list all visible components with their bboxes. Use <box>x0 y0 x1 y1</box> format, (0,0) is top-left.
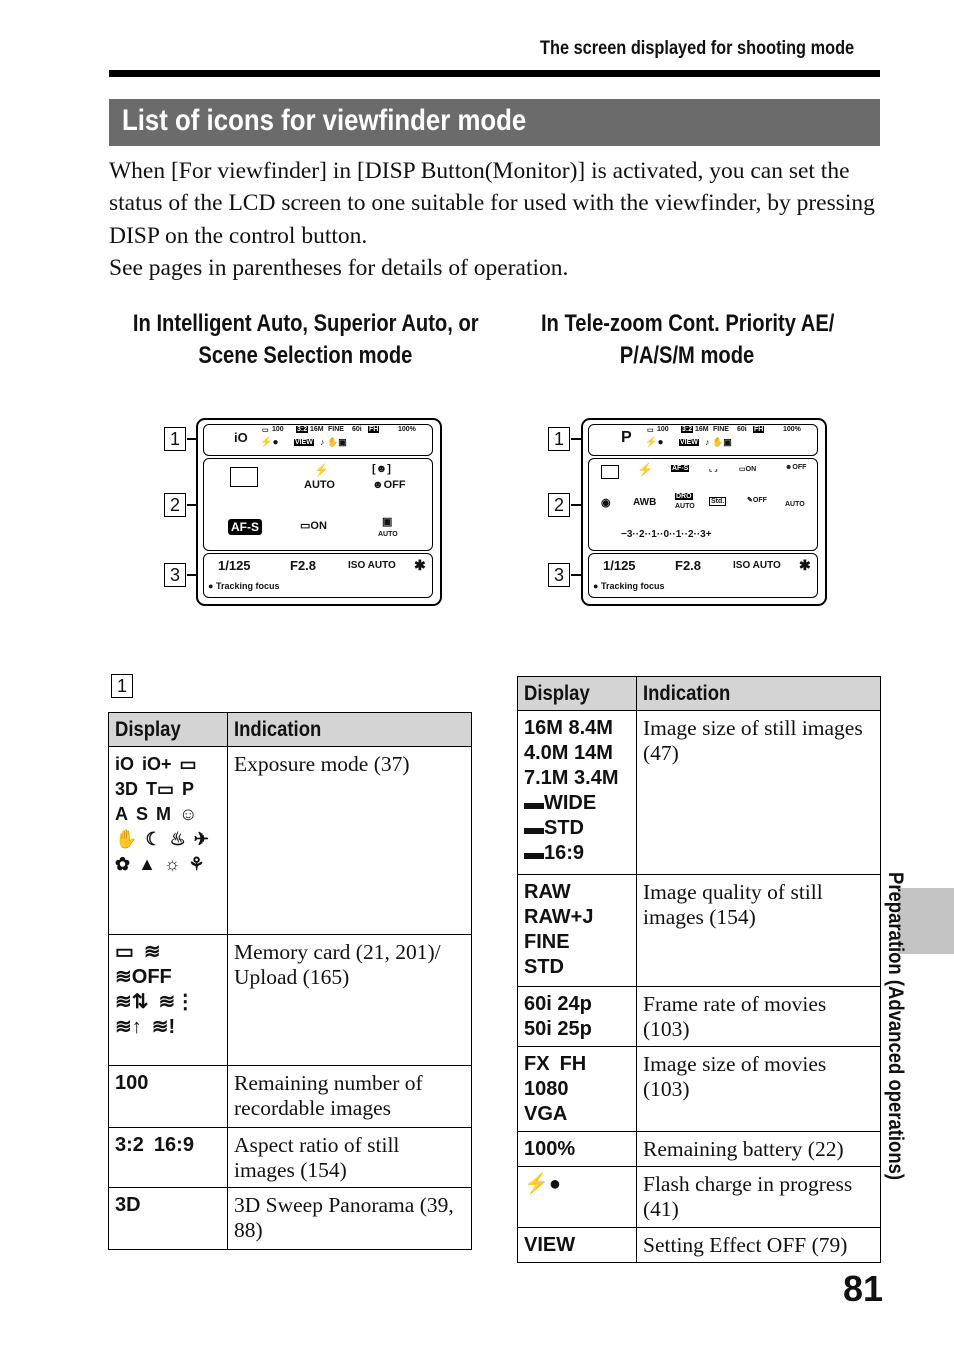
display-icon: M <box>156 804 172 824</box>
iso: ISO AUTO <box>348 560 396 571</box>
frame-rate: 60i <box>737 426 747 433</box>
display-icon: 60i 24p <box>524 993 592 1015</box>
image-quality: FINE <box>328 426 344 433</box>
callout-2: 2 <box>548 493 570 517</box>
flash-icon: ⚡ <box>637 462 654 477</box>
subheading-pasm: In Tele-zoom Cont. Priority AE/ P/A/S/M mode <box>540 310 835 369</box>
image-quality: FINE <box>713 426 729 433</box>
memory-card-icon: ▭ <box>647 427 654 434</box>
display-cell <box>518 1047 637 1132</box>
metering-icon: ◉ <box>601 497 611 509</box>
aspect-ratio: 3:2 <box>682 426 693 433</box>
display-icon: T▭ <box>146 779 175 799</box>
chapter-title: Preparation (Advanced operations) <box>884 872 907 1181</box>
table-row <box>518 1228 881 1263</box>
tracking-focus: ● Tracking focus <box>208 581 280 591</box>
status-icons: ♪ ✋▣ <box>320 437 347 447</box>
header-display: Display <box>109 713 228 747</box>
indication-cell: Flash charge in progress (41) <box>637 1167 881 1228</box>
display-cell <box>518 711 637 875</box>
indication-cell: Remaining number of recordable images <box>228 1066 472 1128</box>
display-icon: ✿ <box>115 854 131 874</box>
view-icon: VIEW <box>680 439 698 446</box>
callout-2: 2 <box>164 493 186 517</box>
shots-remaining: 100 <box>272 426 284 433</box>
display-icon: ♨ <box>169 829 186 849</box>
flash-auto: AUTO <box>304 479 335 491</box>
creative-style: Std. <box>711 498 725 505</box>
display-icon: 100% <box>524 1138 576 1160</box>
display-icon: ☺ <box>179 804 198 824</box>
face-detect-icon: [☻] <box>372 463 391 475</box>
display-icon: ▬WIDE <box>524 792 597 814</box>
display-icon: ≋↑ <box>115 1016 142 1038</box>
display-icon: 7.1M 3.4M <box>524 767 619 789</box>
battery-level: 100% <box>398 426 416 433</box>
table-row <box>518 1132 881 1167</box>
exposure-scale: −3··2··1··0··1··2··3+ <box>621 529 712 540</box>
focus-mode: AF-S <box>228 519 262 535</box>
dro: DRO <box>676 493 692 500</box>
display-icon: 1080 <box>524 1078 569 1100</box>
table-row <box>109 935 472 1066</box>
display-icon: ✋ <box>115 829 138 849</box>
dro-auto: AUTO <box>675 503 695 510</box>
display-icon: 16M 8.4M <box>524 717 613 739</box>
display-cell <box>518 875 637 987</box>
icon-table-left <box>108 712 472 1250</box>
header-indication: Indication <box>637 677 881 711</box>
header-indication: Indication <box>228 713 472 747</box>
callout-1: 1 <box>164 427 186 451</box>
aspect-ratio: 3:2 <box>297 426 308 433</box>
flash-charge-icon: ⚡● <box>260 437 279 448</box>
shutter-speed: 1/125 <box>603 558 636 573</box>
display-cell <box>109 747 228 935</box>
table-row <box>109 747 472 935</box>
display-icon: 100 <box>115 1072 149 1094</box>
table-row <box>518 875 881 987</box>
table-row <box>518 1167 881 1228</box>
monitor-diagram-auto <box>196 418 442 606</box>
display-icon: RAW+J <box>524 906 594 928</box>
display-icon: ☼ <box>163 854 181 874</box>
display-icon: A <box>115 804 128 824</box>
indication-cell: Frame rate of movies (103) <box>637 987 881 1047</box>
top-rule <box>109 70 880 77</box>
table-row <box>109 1128 472 1188</box>
display-icon: ≋⇅ <box>115 991 149 1013</box>
display-icon: 3D <box>115 1194 141 1216</box>
drive-mode-icon <box>230 467 258 487</box>
image-size: 16M <box>695 426 709 433</box>
indication-cell: Image size of movies (103) <box>637 1047 881 1132</box>
display-icon: 3:2 <box>115 1134 144 1156</box>
diagram-section-3 <box>203 553 433 598</box>
focus-mode: AF-S <box>672 465 689 472</box>
shutter-speed: 1/125 <box>218 558 251 573</box>
white-balance: AWB <box>633 497 657 508</box>
display-icon: ✈ <box>193 829 209 849</box>
indication-cell: Setting Effect OFF (79) <box>637 1228 881 1263</box>
display-icon: 3D <box>115 779 139 799</box>
callout-3: 3 <box>164 563 186 587</box>
display-icon: ⚡● <box>524 1173 561 1195</box>
monitor-diagram-pasm <box>581 418 827 606</box>
indication-cell: Memory card (21, 201)/ Upload (165) <box>228 935 472 1066</box>
display-cell <box>518 1228 637 1263</box>
display-icon: P <box>182 779 195 799</box>
aperture: F2.8 <box>675 558 702 573</box>
picture-effect-off: ✎OFF <box>747 497 767 504</box>
auto-framing: AUTO <box>785 501 805 508</box>
section-title-bar <box>109 99 880 146</box>
display-icon: FH <box>559 1053 587 1075</box>
callout-3: 3 <box>548 563 570 587</box>
movie-size: FH <box>754 426 764 433</box>
display-icon: FINE <box>524 931 570 953</box>
callout-1: 1 <box>548 427 570 451</box>
display-icon: ☾ <box>145 829 162 849</box>
display-icon: 16:9 <box>153 1134 194 1156</box>
auto-object-framing: AUTO <box>378 531 398 538</box>
diagram-section-1 <box>203 424 433 456</box>
header-display: Display <box>518 677 637 711</box>
frame-rate: 60i <box>352 426 362 433</box>
icon-table-right <box>517 676 881 1263</box>
display-icon: ≋OFF <box>115 966 172 988</box>
view-icon: VIEW <box>295 439 313 446</box>
intro-text <box>109 155 889 284</box>
display-icon: VIEW <box>524 1234 576 1256</box>
indication-cell: Remaining battery (22) <box>637 1132 881 1167</box>
flash-icon: ⚡ <box>314 463 329 477</box>
status-icons: ♪ ✋▣ <box>705 437 732 447</box>
display-icon: STD <box>524 956 564 978</box>
aperture: F2.8 <box>290 558 317 573</box>
display-icon: iO <box>115 754 135 774</box>
table-row <box>518 987 881 1047</box>
flash-charge-icon: ⚡● <box>645 437 664 448</box>
display-icon: ▬STD <box>524 817 584 839</box>
page-number: 81 <box>843 1268 884 1309</box>
display-icon: ≋⋮ <box>158 991 196 1013</box>
iso: ISO AUTO <box>733 560 781 571</box>
movie-size: FH <box>369 426 379 433</box>
shots-remaining: 100 <box>657 426 669 433</box>
indication-cell: 3D Sweep Panorama (39, 88) <box>228 1188 472 1250</box>
indication-cell: Aspect ratio of still images (154) <box>228 1128 472 1188</box>
diagram-section-2 <box>203 458 433 551</box>
section-label: 1 <box>111 674 133 698</box>
face-detect-off: ☻OFF <box>372 479 406 491</box>
diagram-section-3 <box>588 553 818 598</box>
drive-mode-icon <box>601 465 619 479</box>
indication-cell: Exposure mode (37) <box>228 747 472 935</box>
display-icon: 50i 25p <box>524 1018 592 1040</box>
mode-icon: iO <box>234 430 248 445</box>
smile-shutter: ▭ON <box>300 520 327 532</box>
display-cell <box>109 935 228 1066</box>
running-head: The screen displayed for shooting mode <box>540 38 855 59</box>
display-icon: 4.0M 14M <box>524 742 613 764</box>
display-cell <box>109 1066 228 1128</box>
display-icon: FX <box>524 1053 550 1075</box>
display-cell <box>518 1132 637 1167</box>
display-icon: VGA <box>524 1103 568 1125</box>
table-row <box>109 1066 472 1128</box>
subheading-intelligent-auto: In Intelligent Auto, Superior Auto, or Scene Selection mode <box>132 310 479 369</box>
battery-level: 100% <box>783 426 801 433</box>
display-icon: ≋! <box>151 1016 176 1038</box>
tracking-focus: ● Tracking focus <box>593 581 665 591</box>
indication-cell: Image quality of still images (154) <box>637 875 881 987</box>
intro-paragraph: See pages in parentheses for details of operation. <box>109 254 569 281</box>
display-cell <box>518 1167 637 1228</box>
diagram-section-2 <box>588 458 818 551</box>
display-cell <box>518 987 637 1047</box>
image-size: 16M <box>310 426 324 433</box>
face-detect-off: ☻OFF <box>785 464 807 471</box>
diagram-section-1 <box>588 424 818 456</box>
display-icon: ≋ <box>143 941 161 963</box>
display-icon: ▭ <box>115 941 134 963</box>
display-icon: ▬16:9 <box>524 842 585 864</box>
display-icon: RAW <box>524 881 571 903</box>
ae-lock-icon: ✱ <box>414 557 426 573</box>
table-row <box>518 1047 881 1132</box>
indication-cell: Image size of still images (47) <box>637 711 881 875</box>
display-icon: iO+ <box>142 754 172 774</box>
table-row <box>518 711 881 875</box>
smile-on: ▭ON <box>739 466 757 473</box>
display-cell <box>109 1188 228 1250</box>
display-cell <box>109 1128 228 1188</box>
display-icon: ▲ <box>138 854 156 874</box>
ae-lock-icon: ✱ <box>799 557 811 573</box>
section-title: List of icons for viewfinder mode <box>122 104 527 137</box>
mode-icon: P <box>621 429 632 446</box>
display-icon: ⚘ <box>188 854 205 874</box>
table-row <box>109 1188 472 1250</box>
display-icon: S <box>136 804 149 824</box>
focus-area-icon: ⌞ ⌟ <box>709 466 718 473</box>
intro-paragraph: When [For viewfinder] in [DISP Button(Monitor)] is activated, you can set the status of the LCD screen to one suitable for used with the viewfinder, by pressing DISP on the control button. <box>109 158 875 249</box>
display-icon: ▭ <box>179 754 197 774</box>
memory-card-icon: ▭ <box>262 427 269 434</box>
auto-object-framing-icon: ▣ <box>382 516 393 528</box>
